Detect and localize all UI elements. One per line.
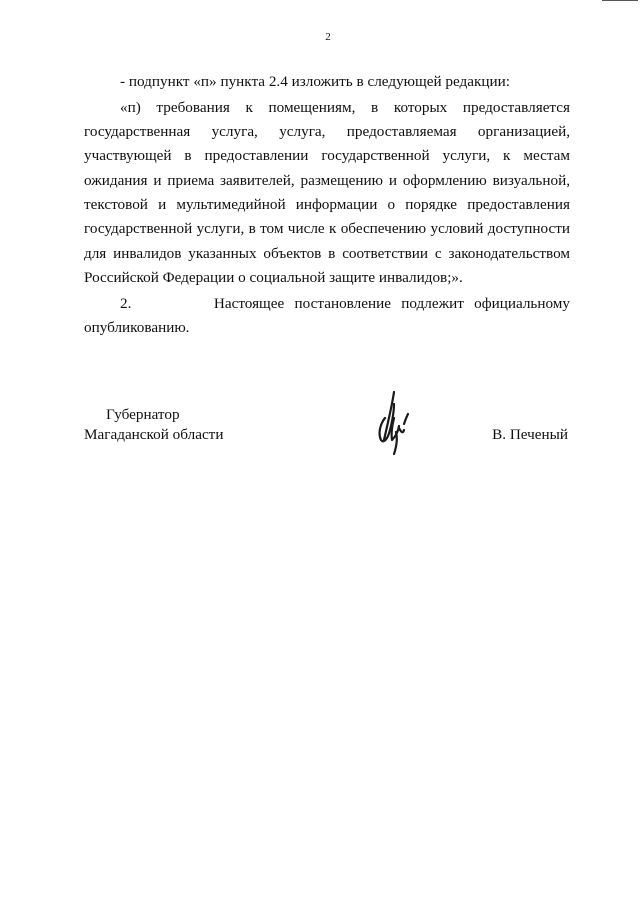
scan-edge-mark <box>602 0 638 1</box>
position-title: Губернатор <box>106 406 180 423</box>
signatory-name: В. Печеный <box>492 426 568 443</box>
item-2-text: Настоящее постановление подлежит официальному <box>213 294 570 312</box>
document-body <box>84 70 570 341</box>
page-number: 2 <box>325 31 331 43</box>
handwritten-signature-icon <box>372 388 422 458</box>
item-2-paragraph <box>84 292 570 341</box>
position-region: Магаданской области <box>84 426 224 443</box>
intro-paragraph: - подпункт «п» пункта 2.4 изложить в следующей редакции: <box>120 73 510 90</box>
clause-p-paragraph: «п) требования к помещениям, в которых предоставляется государственная услуга, услуга, предоставляемая организацией, участвующей в предоставлении государственной услуги, к местам ожидания и приема заявителей, размещению и оформлению визуальной, текстовой и мультимедийной информации о порядке предоставления государственной услуги, в том числе к обеспечению условий доступности для инвалидов указанных объектов в соответствии с законодательством Российской Федерации о социальной защите инвалидов;». <box>84 98 570 286</box>
item-2-continuation: опубликованию. <box>84 318 190 336</box>
item-2-number: 2. <box>120 294 132 312</box>
